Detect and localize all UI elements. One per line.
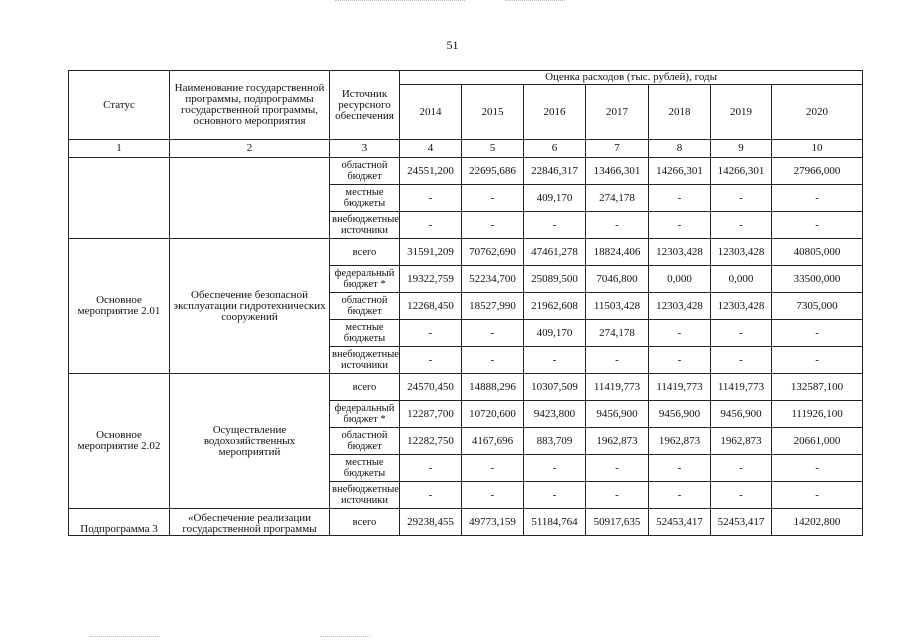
header-program-name: Наименование государственной программы, подпрограммы государственной программы, основного мероприятия	[170, 71, 330, 140]
row-value: 18527,990	[462, 293, 524, 320]
table-row	[69, 374, 863, 401]
column-number: 10	[772, 140, 863, 158]
row-value: -	[772, 482, 863, 509]
row-value: 24570,450	[400, 374, 462, 401]
row-value: -	[711, 347, 772, 374]
row-value: 12287,700	[400, 401, 462, 428]
row-value: 12303,428	[649, 239, 711, 266]
row-value: 52453,417	[711, 509, 772, 536]
row-value: 14888,296	[462, 374, 524, 401]
row-value: -	[711, 482, 772, 509]
row-value: -	[400, 455, 462, 482]
row-value: 29238,455	[400, 509, 462, 536]
row-source: местные бюджеты	[330, 320, 400, 347]
row-value: -	[711, 185, 772, 212]
row-value: 70762,690	[462, 239, 524, 266]
column-number: 9	[711, 140, 772, 158]
row-value: 9456,900	[711, 401, 772, 428]
row-source: областной бюджет	[330, 158, 400, 185]
table-row	[69, 239, 863, 266]
row-program-name: «Обеспечение реализации государственной программы	[170, 509, 330, 536]
row-value: 12303,428	[649, 293, 711, 320]
row-source: федеральный бюджет *	[330, 266, 400, 293]
row-value: -	[772, 185, 863, 212]
row-source: федеральный бюджет *	[330, 401, 400, 428]
row-value: 11419,773	[649, 374, 711, 401]
header-year: 2014	[400, 85, 462, 140]
row-value: 14202,800	[772, 509, 863, 536]
header-source: Источник ресурсного обеспечения	[330, 71, 400, 140]
scan-artifact-top	[335, 0, 465, 3]
row-value: 12268,450	[400, 293, 462, 320]
header-year: 2016	[524, 85, 586, 140]
row-value: 11503,428	[586, 293, 649, 320]
row-source: местные бюджеты	[330, 185, 400, 212]
row-status	[69, 158, 170, 239]
row-value: -	[586, 212, 649, 239]
row-value: 274,178	[586, 320, 649, 347]
row-value: 47461,278	[524, 239, 586, 266]
row-status: Основное мероприятие 2.01	[69, 239, 170, 374]
row-source: всего	[330, 239, 400, 266]
row-program-name: Осуществление водохозяйственных мероприятий	[170, 374, 330, 509]
row-value: 7046,800	[586, 266, 649, 293]
row-value: -	[649, 482, 711, 509]
row-value: 27966,000	[772, 158, 863, 185]
row-value: -	[462, 185, 524, 212]
row-source: внебюджетные источники	[330, 347, 400, 374]
column-numbers-row	[69, 140, 863, 158]
row-value: 274,178	[586, 185, 649, 212]
row-value: -	[462, 482, 524, 509]
row-source: местные бюджеты	[330, 455, 400, 482]
row-value: -	[462, 212, 524, 239]
row-value: -	[524, 347, 586, 374]
row-value: 12303,428	[711, 239, 772, 266]
row-value: 0,000	[649, 266, 711, 293]
row-value: -	[711, 212, 772, 239]
row-value: 0,000	[711, 266, 772, 293]
row-value: -	[462, 320, 524, 347]
table-header	[69, 71, 863, 158]
column-number: 6	[524, 140, 586, 158]
row-value: -	[400, 347, 462, 374]
row-value: -	[524, 455, 586, 482]
row-value: -	[400, 212, 462, 239]
row-source: внебюджетные источники	[330, 212, 400, 239]
row-value: 1962,873	[586, 428, 649, 455]
row-value: 111926,100	[772, 401, 863, 428]
row-source: всего	[330, 509, 400, 536]
row-value: 51184,764	[524, 509, 586, 536]
row-value: 52234,700	[462, 266, 524, 293]
row-value: -	[711, 455, 772, 482]
scan-artifact-bottom	[90, 636, 160, 639]
row-value: 14266,301	[711, 158, 772, 185]
row-value: -	[711, 320, 772, 347]
row-source: областной бюджет	[330, 428, 400, 455]
row-value: 31591,209	[400, 239, 462, 266]
row-source: областной бюджет	[330, 293, 400, 320]
row-value: -	[649, 212, 711, 239]
row-program-name: Обеспечение безопасной эксплуатации гидротехнических сооружений	[170, 239, 330, 374]
header-year: 2017	[586, 85, 649, 140]
row-value: 19322,759	[400, 266, 462, 293]
row-value: 7305,000	[772, 293, 863, 320]
table-row	[69, 158, 863, 185]
header-year: 2018	[649, 85, 711, 140]
header-year: 2019	[711, 85, 772, 140]
row-value: 21962,608	[524, 293, 586, 320]
row-program-name	[170, 158, 330, 239]
row-value: 1962,873	[649, 428, 711, 455]
row-value: 10307,509	[524, 374, 586, 401]
row-value: -	[400, 482, 462, 509]
row-value: 12303,428	[711, 293, 772, 320]
table-row	[69, 509, 863, 536]
row-value: 409,170	[524, 185, 586, 212]
column-number: 5	[462, 140, 524, 158]
header-year: 2020	[772, 85, 863, 140]
row-value: 24551,200	[400, 158, 462, 185]
row-value: -	[400, 320, 462, 347]
column-number: 7	[586, 140, 649, 158]
row-value: 409,170	[524, 320, 586, 347]
column-number: 3	[330, 140, 400, 158]
row-value: 25089,500	[524, 266, 586, 293]
row-value: 33500,000	[772, 266, 863, 293]
row-value: -	[649, 347, 711, 374]
row-value: 11419,773	[586, 374, 649, 401]
scan-artifact-top-2	[505, 0, 565, 3]
row-value: 18824,406	[586, 239, 649, 266]
row-value: 10720,600	[462, 401, 524, 428]
row-value: -	[772, 320, 863, 347]
row-value: -	[400, 185, 462, 212]
row-value: -	[772, 347, 863, 374]
page-number: 51	[446, 38, 459, 52]
row-value: 52453,417	[649, 509, 711, 536]
row-value: 1962,873	[711, 428, 772, 455]
row-value: -	[772, 212, 863, 239]
row-value: -	[524, 482, 586, 509]
row-value: -	[462, 347, 524, 374]
row-value: -	[772, 455, 863, 482]
row-source: внебюджетные источники	[330, 482, 400, 509]
header-year: 2015	[462, 85, 524, 140]
row-value: -	[586, 347, 649, 374]
row-value: 132587,100	[772, 374, 863, 401]
row-value: 22695,686	[462, 158, 524, 185]
column-number: 8	[649, 140, 711, 158]
row-value: -	[524, 212, 586, 239]
row-status: Основное мероприятие 2.02	[69, 374, 170, 509]
row-value: 9456,900	[586, 401, 649, 428]
row-value: 40805,000	[772, 239, 863, 266]
column-number: 4	[400, 140, 462, 158]
row-value: 13466,301	[586, 158, 649, 185]
row-value: 14266,301	[649, 158, 711, 185]
row-value: -	[586, 482, 649, 509]
row-value: 22846,317	[524, 158, 586, 185]
row-value: -	[462, 455, 524, 482]
budget-table	[68, 70, 863, 536]
header-status: Статус	[69, 71, 170, 140]
row-status: Подпрограмма 3	[69, 509, 170, 536]
row-value: 9423,800	[524, 401, 586, 428]
table-body	[69, 158, 863, 536]
scan-artifact-bottom-2	[320, 636, 370, 639]
row-value: -	[586, 455, 649, 482]
row-value: -	[649, 455, 711, 482]
row-value: 4167,696	[462, 428, 524, 455]
row-value: 883,709	[524, 428, 586, 455]
row-value: -	[649, 320, 711, 347]
row-value: 9456,900	[649, 401, 711, 428]
row-value: -	[649, 185, 711, 212]
row-value: 20661,000	[772, 428, 863, 455]
column-number: 1	[69, 140, 170, 158]
row-value: 50917,635	[586, 509, 649, 536]
row-value: 11419,773	[711, 374, 772, 401]
row-value: 49773,159	[462, 509, 524, 536]
header-estimate: Оценка расходов (тыс. рублей), годы	[400, 71, 863, 85]
row-source: всего	[330, 374, 400, 401]
row-value: 12282,750	[400, 428, 462, 455]
column-number: 2	[170, 140, 330, 158]
